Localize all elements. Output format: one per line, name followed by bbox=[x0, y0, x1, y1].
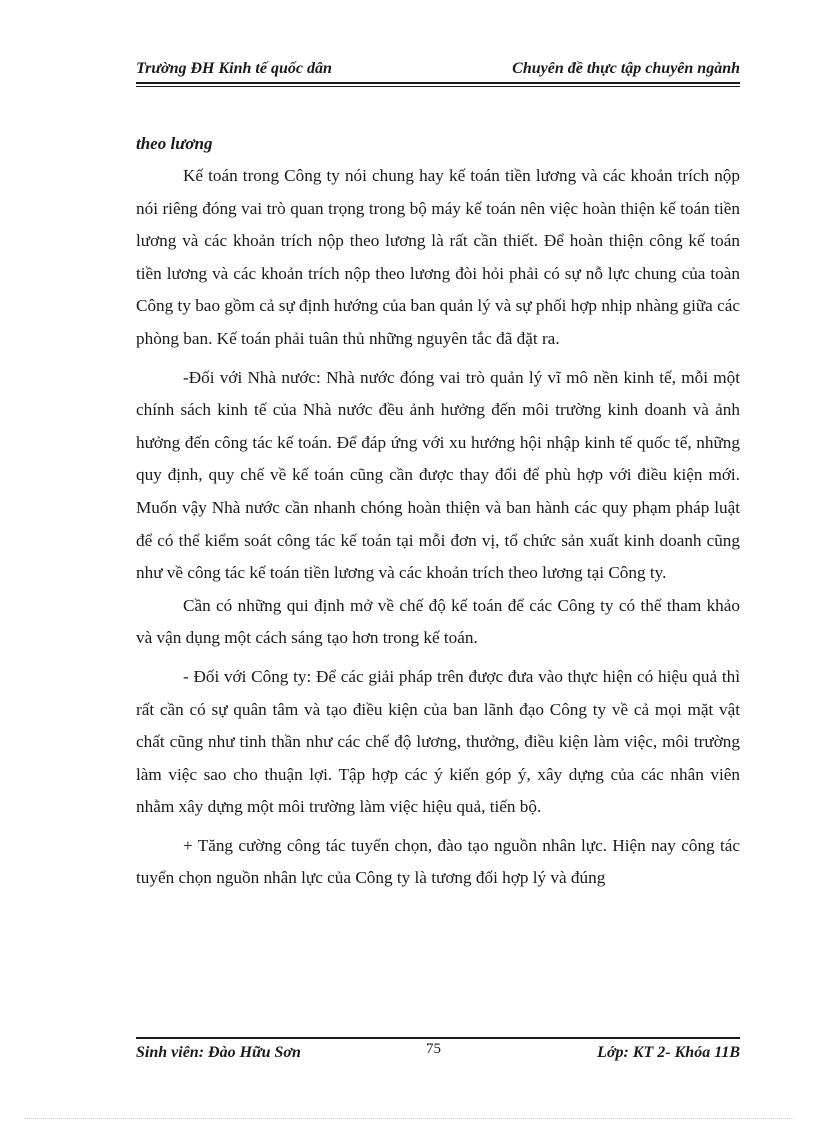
header-report-type: Chuyên đề thực tập chuyên ngành bbox=[512, 60, 740, 77]
footer-student: Sinh viên: Đào Hữu Sơn bbox=[136, 1044, 301, 1061]
paragraph-4: - Đối với Công ty: Để các giải pháp trên được đưa vào thực hiện có hiệu quả thì rất cần có sự quân tâm và tạo điều kiện của ban lãnh đạo Công ty về cả mọi mặt vật chất cũng như tinh thần như các chế độ lương, thưởng, điều kiện làm việc, môi trường làm việc sao cho thuận lợi. Tập hợp các ý kiến góp ý, xây dựng của các nhân viên nhằm xây dựng một môi trường làm việc hiệu quả, tiến bộ. bbox=[136, 666, 740, 817]
paragraph-5: + Tăng cường công tác tuyển chọn, đào tạo nguồn nhân lực. Hiện nay công tác tuyển chọn nguồn nhân lực của Công ty là tương đối hợp lý và đúng bbox=[136, 835, 740, 888]
section-title: theo lương bbox=[136, 134, 213, 153]
page-body bbox=[136, 128, 740, 895]
paragraph-2: -Đối với Nhà nước: Nhà nước đóng vai trò quản lý vĩ mô nền kinh tế, mỗi một chính sách kinh tế của Nhà nước đều ảnh hưởng đến môi trường kinh doanh và ảnh hưởng đến công tác kế toán. Để đáp ứng với xu hướng hội nhập kinh tế quốc tế, những quy định, quy chế về kế toán cũng cần được thay đổi để phù hợp với điều kiện mới. Muốn vậy Nhà nước cần nhanh chóng hoàn thiện và ban hành các quy phạm pháp luật để có thể kiểm soát công tác kế toán tại mỗi đơn vị, tổ chức sản xuất kinh doanh cũng như về công tác kế toán tiền lương và các khoản trích theo lương tại Công ty. bbox=[136, 367, 740, 583]
paragraph-3: Cần có những qui định mở về chế độ kế toán để các Công ty có thể tham khảo và vận dụng một cách sáng tạo hơn trong kế toán. bbox=[136, 595, 740, 648]
page-footer bbox=[136, 1042, 740, 1066]
header-university: Trường ĐH Kinh tế quốc dân bbox=[136, 60, 332, 77]
page-number: 75 bbox=[426, 1041, 441, 1057]
header-divider bbox=[136, 86, 740, 87]
paragraph-1: Kế toán trong Công ty nói chung hay kế toán tiền lương và các khoản trích nộp nói riêng đóng vai trò quan trọng trong bộ máy kế toán nên việc hoàn thiện kế toán tiền lương và các khoản trích nộp theo lương là rất cần thiết. Để hoàn thiện công kế toán tiền lương và các khoản trích nộp theo lương đòi hỏi phải có sự nỗ lực chung của toàn Công ty bao gồm cả sự định hướng của ban quản lý và sự phối hợp nhịp nhàng giữa các phòng ban. Kế toán phải tuân thủ những nguyên tắc đã đặt ra. bbox=[136, 166, 740, 348]
page-header bbox=[136, 58, 740, 84]
page-edge-dots bbox=[24, 1118, 794, 1119]
footer-class: Lớp: KT 2- Khóa 11B bbox=[597, 1044, 740, 1061]
